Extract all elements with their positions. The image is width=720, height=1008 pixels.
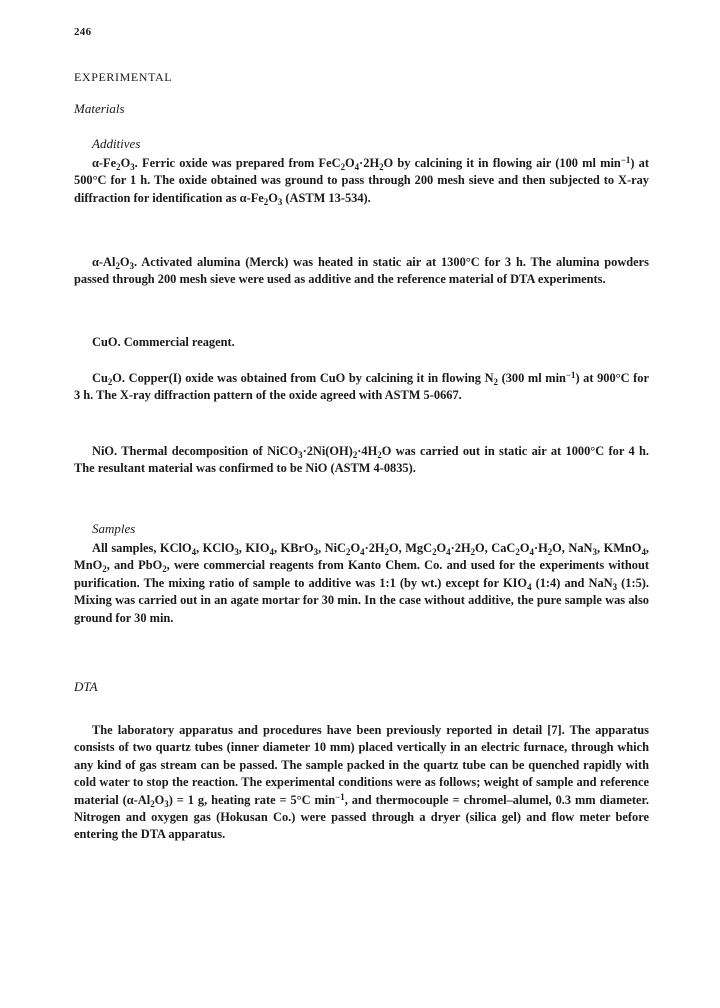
subheading-dta: DTA (74, 679, 98, 694)
subheading-samples: Samples (92, 521, 136, 536)
subheading-materials: Materials (74, 101, 125, 116)
page-number: 246 (74, 26, 92, 38)
section-heading-experimental: EXPERIMENTAL (74, 70, 173, 84)
formula-fe2o3: $\alpha-Fe_2O_3$. (92, 156, 138, 172)
formula-al2o3: $\alpha-Al_2O_3$. (92, 255, 138, 271)
formula-nio: NiO. (92, 444, 118, 458)
formula-cuo: CuO. (92, 335, 121, 349)
paragraph-nio: NiO. Thermal decomposition of $NiCO_3\cdot 2Ni(OH)_2\cdot 4H_2O$ was carried out in static air at 1000°C for 4 h. The resultant material was confirmed to be NiO (ASTM 4-0835). (74, 444, 649, 476)
subheading-additives: Additives (92, 136, 141, 151)
paragraph-fe2o3: $\alpha-Fe_2O_3$. Ferric oxide was prepared from $FeC_2O_4\cdot 2H_2O$ by calcining it in flowing air (100 ml $\min^{-1}$) at 500°C for 1 h. The oxide obtained was ground to pass through 200 mesh sieve and then subjected to X-ray diffraction for identification as $\alpha-Fe_2O_3$ (ASTM 13-534). (74, 154, 649, 207)
paragraph-dta: The laboratory apparatus and procedures have been previously reported in detail [7]. The apparatus consists of two quartz tubes (inner diameter 10 mm) placed vertically in an electric furnace, through which any kind of gas stream can be passed. The sample packed in the quartz tube can be quenched rapidly with cold water to stop the reaction. The experimental conditions were as follows; weight of sample and reference material $(\alpha-Al_2O_3) = 1$ g, heating rate = 5°C $\min^{-1}$, and thermocouple = chromel–alumel, 0.3 mm diameter. Nitrogen and oxygen gas (Hokusan Co.) were passed through a dryer (silica gel) and flow meter before entering the DTA apparatus. (74, 723, 649, 842)
paragraph-al2o3: $\alpha-Al_2O_3$. Activated alumina (Merck) was heated in static air at 1300°C for 3 h. The alumina powders passed through 200 mesh sieve were used as additive and the reference material of DTA experiments. (74, 255, 649, 287)
paragraph-cu2o: $Cu_2O$. Copper(I) oxide was obtained from CuO by calcining it in flowing $N_2$ (300 ml $\min^{-1}$) at 900°C for 3 h. The X-ray diffraction pattern of the oxide agreed with ASTM 5-0667. (74, 369, 649, 403)
paragraph-samples: All samples, KClO$_4$, KClO$_3$, $KIO_4$, KBrO$_3$, $NiC_2O_4\cdot 2H_2O$, $MgC_2O_4\cdot 2H_2O$, $CaC_2O_4\cdot H_2O$, NaN$_3$, KMnO$_4$, MnO$_2$, and PbO$_2$, were commercial reagents from Kanto Chem. Co. and used for the experiments without purification. The mixing ratio of sample to additive was 1:1 (by wt.) except for $KIO_4$ (1:4) and NaN$_3$ (1:5). Mixing was carried out in an agate mortar for 30 min. In the case without additive, the pure sample was also ground for 30 min. (74, 541, 650, 625)
formula-cu2o: $Cu_2O$. (92, 371, 126, 387)
paragraph-cuo: CuO. Commercial reagent. (92, 335, 235, 349)
